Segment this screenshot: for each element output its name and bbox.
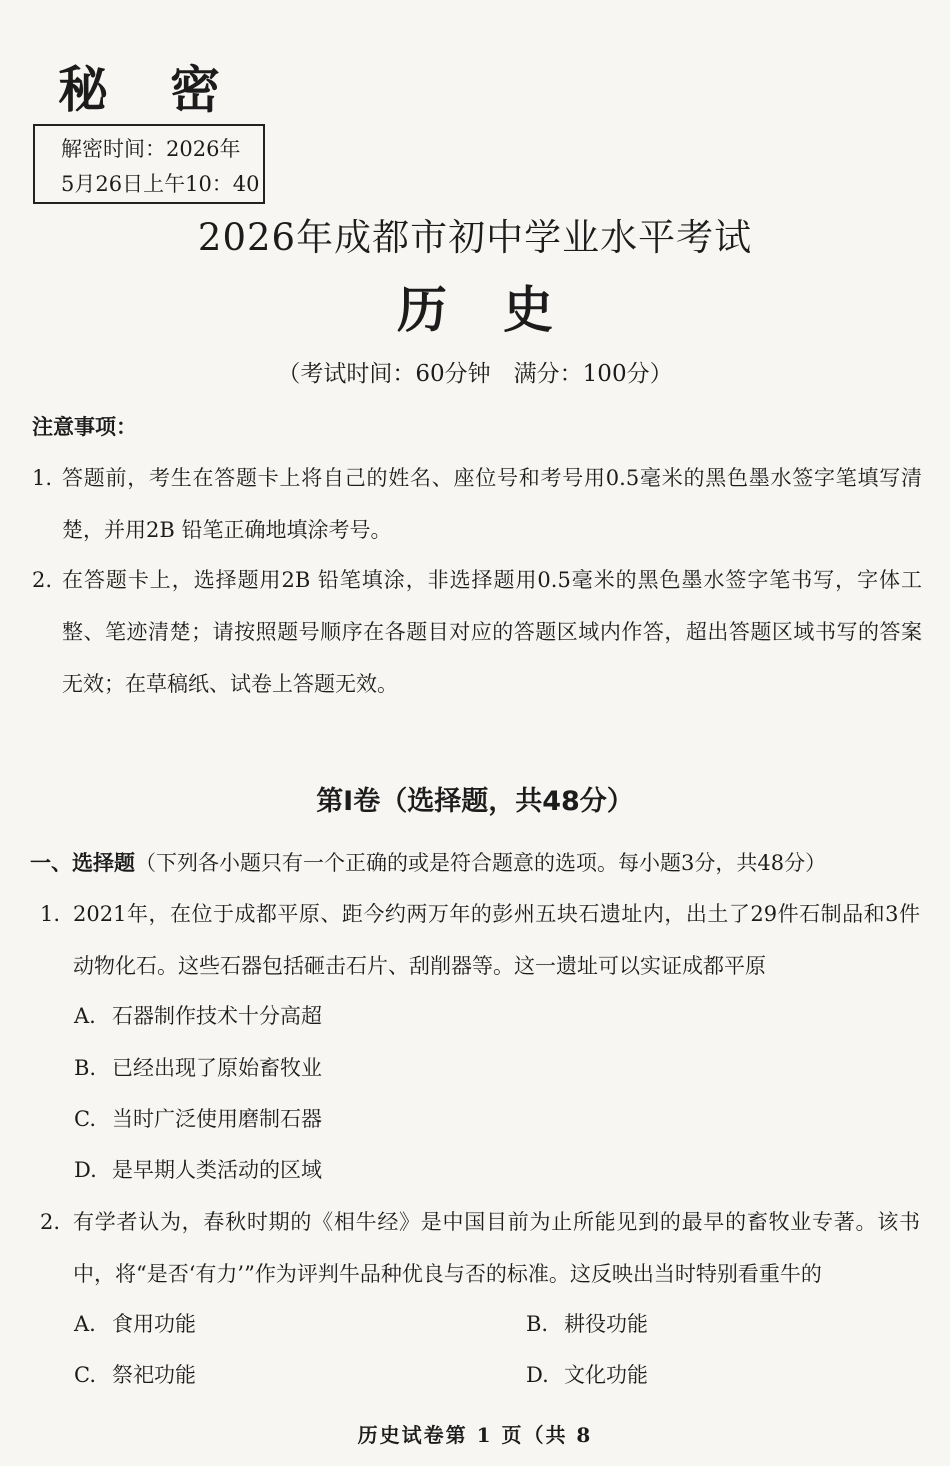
option-letter: A.: [74, 1312, 96, 1336]
question-1: [40, 888, 920, 992]
question-number: 1.: [40, 902, 61, 926]
option-text: 已经出现了原始畜牧业: [112, 1056, 322, 1080]
option-letter: A.: [74, 1004, 96, 1028]
option-letter: D.: [526, 1363, 549, 1387]
q1-option-d: [74, 1150, 322, 1190]
option-letter: D.: [74, 1158, 97, 1182]
subject-title: 历史: [397, 281, 609, 339]
section-instructions: （下列各小题只有一个正确的或是符合题意的选项。每小题3分，共48分）: [135, 851, 827, 875]
option-text: 是早期人类活动的区域: [112, 1158, 322, 1182]
declassify-line-2: 5月26日上午10：40: [61, 172, 260, 196]
notice-item-1: [32, 452, 922, 556]
part-title: 第Ⅰ卷（选择题，共48分）: [316, 786, 634, 817]
q1-option-a: [74, 996, 322, 1036]
section-label: 一、选择题: [30, 851, 135, 875]
q1-option-b: [74, 1048, 322, 1088]
option-text: 食用功能: [112, 1312, 196, 1336]
option-letter: B.: [526, 1312, 549, 1336]
notice-item-number: 2.: [32, 568, 53, 592]
exam-title: 2026年成都市初中学业水平考试: [197, 216, 753, 259]
option-letter: C.: [74, 1363, 96, 1387]
notice-title: 注意事项：: [32, 415, 137, 439]
question-number: 2.: [40, 1210, 61, 1234]
option-letter: C.: [74, 1107, 96, 1131]
q2-option-c: [74, 1355, 196, 1395]
option-text: 石器制作技术十分高超: [112, 1004, 322, 1028]
q2-option-d: [526, 1355, 648, 1395]
notice-item-text: 答题前，考生在答题卡上将自己的姓名、座位号和考号用0.5毫米的黑色墨水签字笔填写清楚，并用2B 铅笔正确地填涂考号。: [62, 466, 922, 542]
exam-info: （考试时间：60分钟 满分：100分）: [277, 361, 673, 387]
option-text: 耕役功能: [564, 1312, 648, 1336]
notice-item-text: 在答题卡上，选择题用2B 铅笔填涂，非选择题用0.5毫米的黑色墨水签字笔书写，字体工整、笔迹清楚；请按照题号顺序在各题目对应的答题区域内作答，超出答题区域书写的答案无效；在草稿纸、试卷上答题无效。: [62, 568, 922, 696]
notice-item-2: [32, 554, 922, 710]
declassify-time-box: [33, 124, 265, 204]
question-stem: 有学者认为，春秋时期的《相牛经》是中国目前为止所能见到的最早的畜牧业专著。该书中，将“是否‘有力’”作为评判牛品种优良与否的标准。这反映出当时特别看重牛的: [73, 1210, 920, 1286]
question-stem: 2021年，在位于成都平原、距今约两万年的彭州五块石遗址内，出土了29件石制品和3件动物化石。这些石器包括砸击石片、刮削器等。这一遗址可以实证成都平原: [73, 902, 920, 978]
option-text: 当时广泛使用磨制石器: [112, 1107, 322, 1131]
notice-item-number: 1.: [32, 466, 53, 490]
declassify-line-1: 解密时间：2026年: [61, 137, 241, 161]
q2-option-a: [74, 1304, 196, 1344]
page-footer: 历史试卷第 1 页（共 8: [357, 1423, 593, 1447]
option-letter: B.: [74, 1056, 97, 1080]
q2-option-b: [526, 1304, 648, 1344]
section-title: [30, 843, 930, 883]
option-text: 祭祀功能: [112, 1363, 196, 1387]
option-text: 文化功能: [564, 1363, 648, 1387]
question-2: [40, 1196, 920, 1300]
secret-label: 秘密: [58, 61, 282, 119]
q1-option-c: [74, 1099, 322, 1139]
